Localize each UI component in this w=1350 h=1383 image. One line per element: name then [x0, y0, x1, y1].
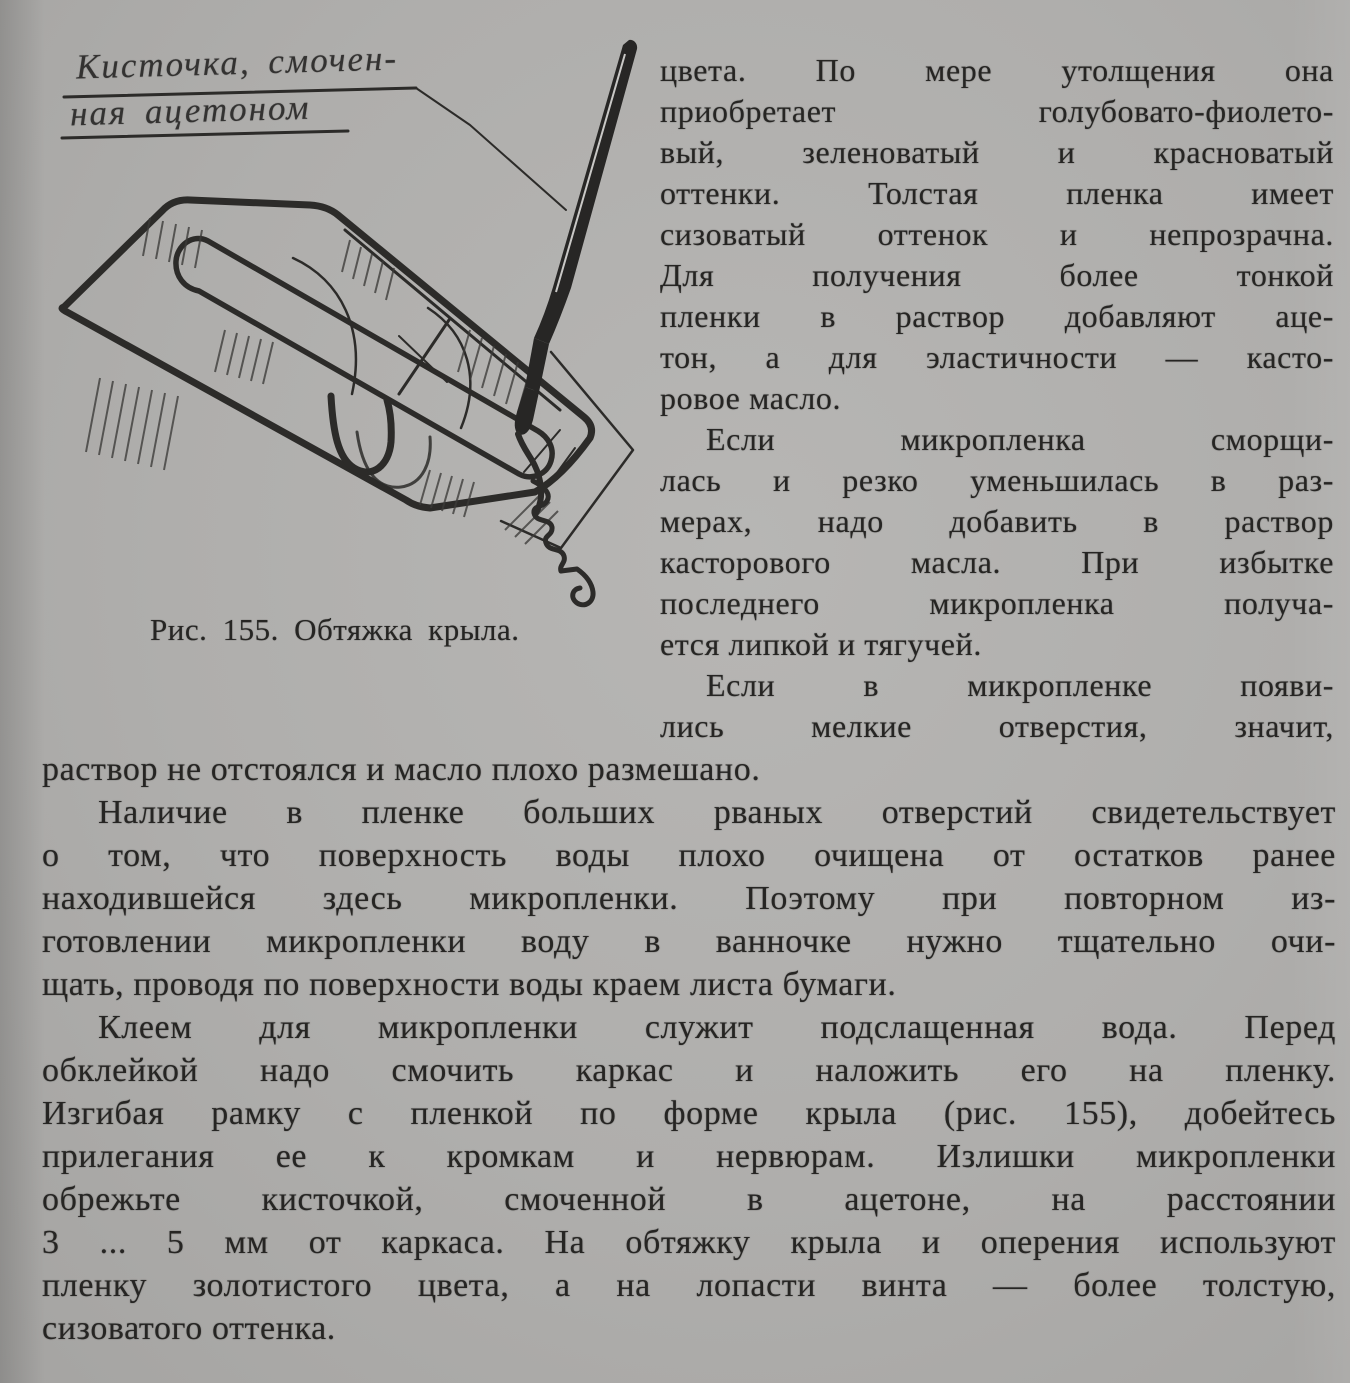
text-line: Наличие в пленке больших рваных отверстий свидетельствует	[98, 794, 1336, 831]
text-line: Клеем для микропленки служит подслащенная вода. Перед	[98, 1009, 1336, 1046]
brace-line	[399, 336, 447, 382]
text-line: 3 ... 5 мм от каркаса. На обтяжку крыла и оперения используют	[42, 1224, 1336, 1261]
text-line: оттенки. Толстая пленка имеет	[660, 175, 1334, 211]
text-line: Для получения более тонкой	[660, 257, 1334, 293]
brush-drawing	[515, 40, 637, 513]
text-line: приобретает голубовато-фиолето-	[660, 93, 1334, 129]
annotation-leader-line	[416, 88, 566, 210]
text-line: лись мелкие отверстия, значит,	[660, 708, 1334, 744]
text-line: тон, а для эластичности — касто-	[660, 339, 1334, 375]
text-line: мерах, надо добавить в раствор	[660, 503, 1334, 539]
text-line: о том, что поверхность воды плохо очищена от остатков ранее	[42, 837, 1336, 874]
annotation-label-line2: ная ацетоном	[69, 87, 311, 134]
text-line: обклейкой надо смочить каркас и наложить его на пленку.	[42, 1052, 1336, 1089]
rib-arc	[428, 308, 470, 428]
brush-highlight	[556, 54, 625, 292]
bottom-text-block	[42, 748, 1336, 1350]
text-line: ется липкой и тягучей.	[660, 626, 982, 662]
text-line: щать, проводя по поверхности воды краем листа бумаги.	[42, 966, 897, 1003]
text-line: цвета. По мере утолщения она	[660, 52, 1334, 88]
text-line: сизоватый оттенок и непрозрачна.	[660, 216, 1334, 252]
annotation-label-line1: Кисточка, смочен-	[75, 38, 399, 87]
text-line: сизоватого оттенка.	[42, 1310, 336, 1347]
text-line: пленки в раствор добавляют аце-	[660, 298, 1334, 334]
text-line: Если микропленка сморщи-	[706, 421, 1334, 457]
right-text-column	[660, 50, 1334, 747]
hatch-group	[215, 330, 273, 384]
hatch-group	[86, 378, 178, 470]
text-line: Если в микропленке появи-	[706, 667, 1334, 703]
text-line: вый, зеленоватый и красноватый	[660, 134, 1334, 170]
text-line: лась и резко уменьшилась в раз-	[660, 462, 1334, 498]
text-line: раствор не отстоялся и масло плохо размешано.	[42, 751, 761, 788]
text-line: обрежьте кисточкой, смоченной в ацетоне, на расстоянии	[42, 1181, 1336, 1218]
text-line: готовлении микропленки воду в ванночке нужно тщательно очи-	[42, 923, 1336, 960]
text-line: последнего микропленка получа-	[660, 585, 1334, 621]
text-line: ровое масло.	[660, 380, 842, 416]
film-sheet	[501, 352, 633, 548]
text-line: прилегания ее к кромкам и нервюрам. Излишки микропленки	[42, 1138, 1336, 1175]
text-line: находившейся здесь микропленки. Поэтому при повторном из-	[42, 880, 1336, 917]
figure-caption: Рис. 155. Обтяжка крыла.	[150, 612, 520, 647]
wing-outline	[62, 200, 591, 508]
text-line: касторового масла. При избытке	[660, 544, 1334, 580]
text-line: пленку золотистого цвета, а на лопасти винта — более толстую,	[42, 1267, 1336, 1304]
text-line: Изгибая рамку с пленкой по форме крыла (рис. 155), добейтесь	[42, 1095, 1336, 1132]
